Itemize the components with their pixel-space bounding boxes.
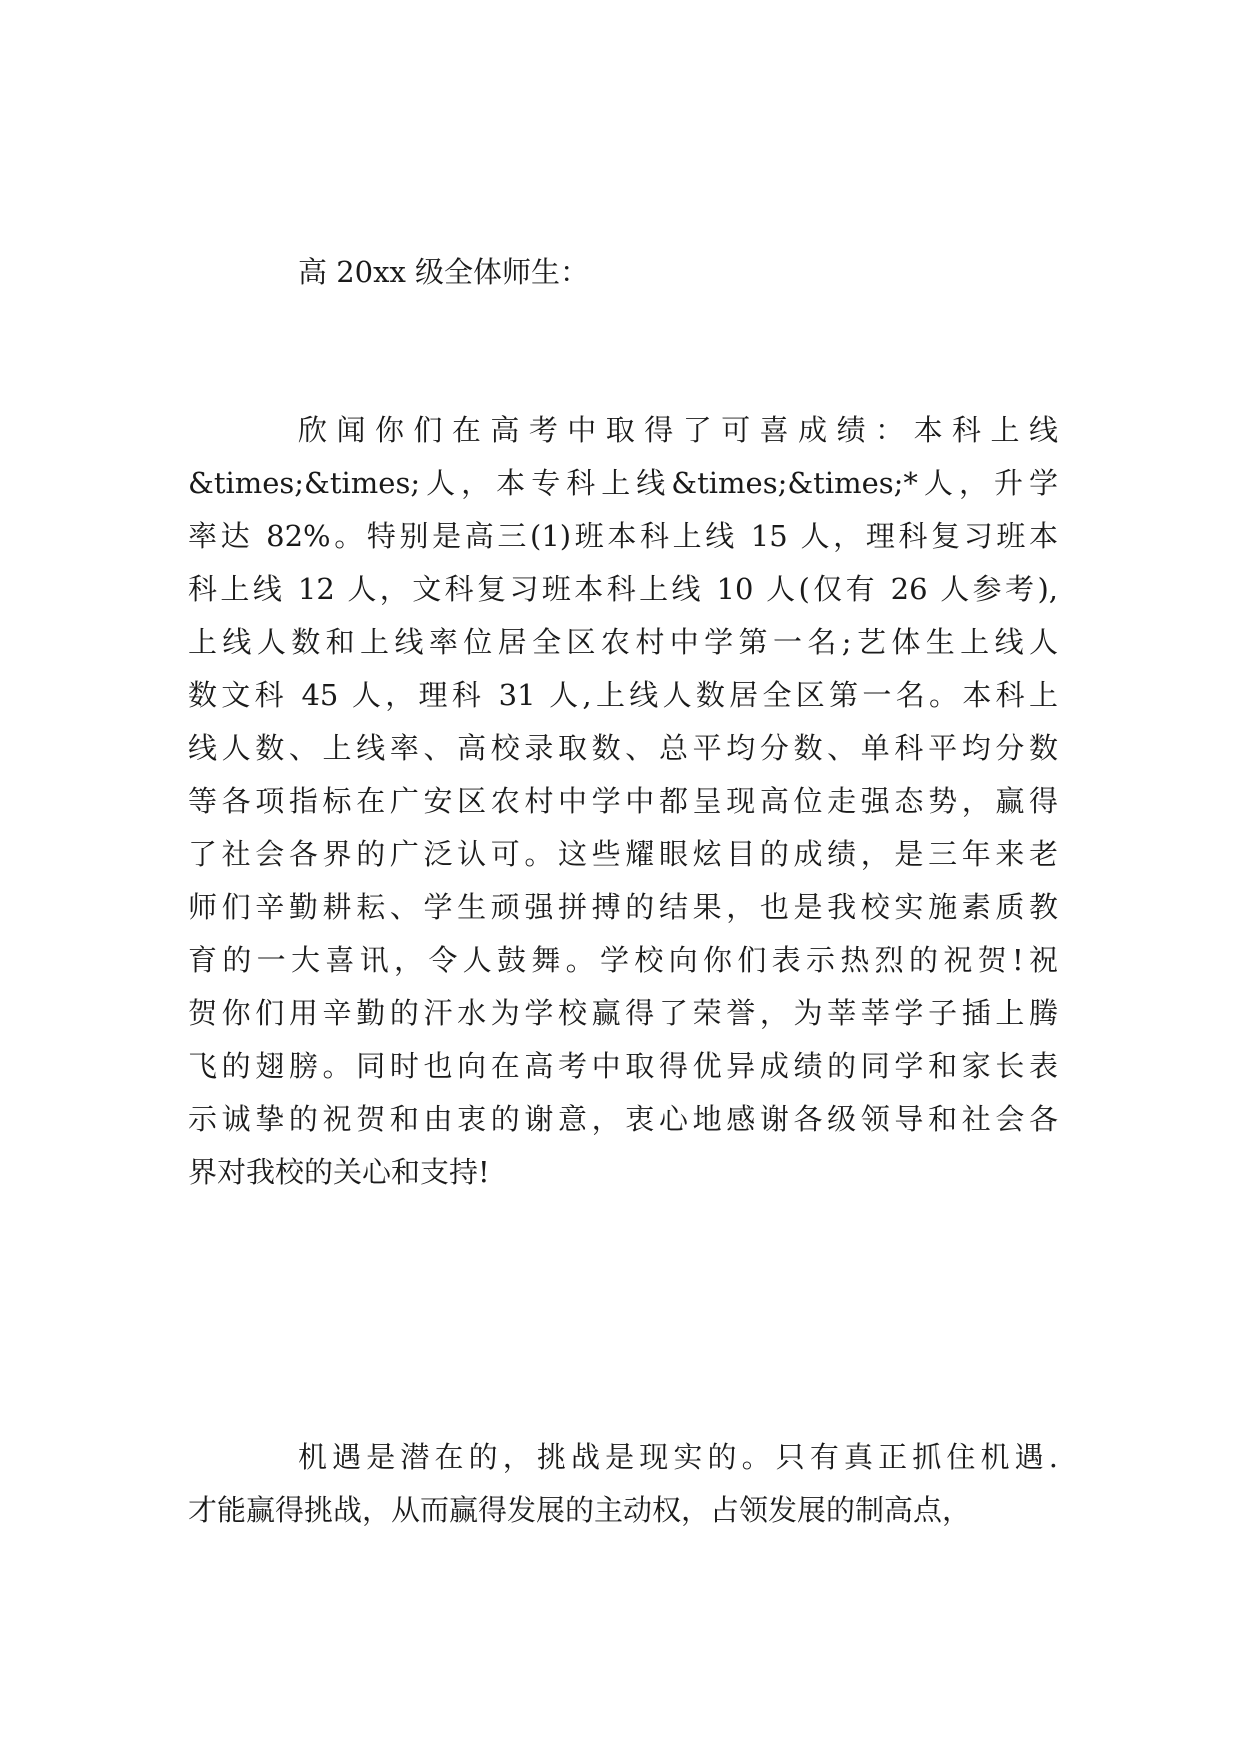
paragraph-line: 了社会各界的广泛认可。这些耀眼炫目的成绩，是三年来老 [188,837,1058,871]
paragraph-line: 数文科 45 人，理科 31 人,上线人数居全区第一名。本科上 [188,678,1058,712]
paragraph-line: 师们辛勤耕耘、学生顽强拼搏的结果，也是我校实施素质教 [188,890,1058,924]
paragraph-line: 率达 82%。特别是高三(1)班本科上线 15 人，理科复习班本 [188,519,1058,553]
paragraph-line: &times;&times;人，本专科上线&times;&times;*人，升学 [188,466,1058,500]
paragraph-line: 界对我校的关心和支持! [188,1155,490,1189]
paragraph-line: 等各项指标在广安区农村中学中都呈现高位走强态势，赢得 [188,784,1058,818]
paragraph-line: 贺你们用辛勤的汗水为学校赢得了荣誉，为莘莘学子插上腾 [188,996,1058,1030]
paragraph-line: 线人数、上线率、高校录取数、总平均分数、单科平均分数 [188,731,1058,765]
paragraph-line: 机遇是潜在的，挑战是现实的。只有真正抓住机遇. [298,1440,1058,1474]
paragraph-line: 育的一大喜讯，令人鼓舞。学校向你们表示热烈的祝贺!祝 [188,943,1058,977]
paragraph-line: 飞的翅膀。同时也向在高考中取得优异成绩的同学和家长表 [188,1049,1058,1083]
salutation: 高 20xx 级全体师生： [298,255,590,289]
paragraph-line: 科上线 12 人，文科复习班本科上线 10 人(仅有 26 人参考), [188,572,1058,606]
paragraph-line: 上线人数和上线率位居全区农村中学第一名;艺体生上线人 [188,625,1058,659]
paragraph-line: 示诚挚的祝贺和由衷的谢意，衷心地感谢各级领导和社会各 [188,1102,1058,1136]
paragraph-line: 欣闻你们在高考中取得了可喜成绩：本科上线 [298,413,1058,447]
paragraph-line: 才能赢得挑战，从而赢得发展的主动权，占领发展的制高点， [188,1493,972,1527]
